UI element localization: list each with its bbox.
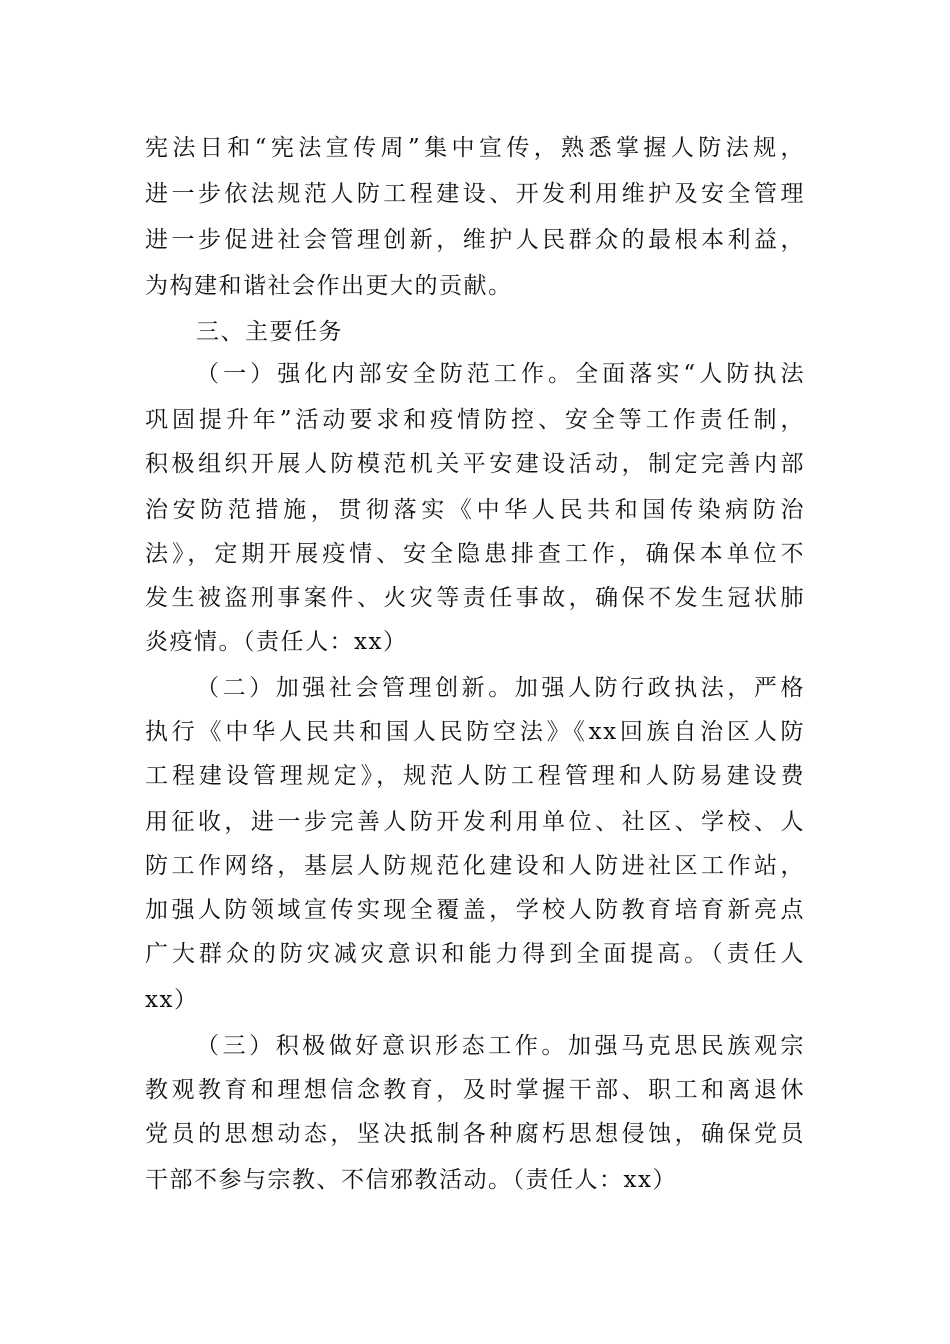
task-3-line-3: 党员的思想动态，坚决抵制各种腐朽思想侵蚀，确保党员 [145,1121,805,1147]
task-2-line-8: xx） [145,987,199,1013]
task-3-line-4: 干部不参与宗教、不信邪教活动。（责任人：xx） [145,1167,677,1193]
task-3-line-2: 教观教育和理想信念教育，及时掌握干部、职工和离退休 [145,1077,805,1103]
section-heading: 三、主要任务 [196,319,343,345]
task-2-line-6: 加强人防领域宣传实现全覆盖，学校人防教育培育新亮点 [145,897,805,923]
intro-line-1: 宪法日和“宪法宣传周”集中宣传，熟悉掌握人防法规， [145,135,805,161]
task-2-line-5: 防工作网络，基层人防规范化建设和人防进社区工作站， [145,853,805,879]
task-2-line-1: （二）加强社会管理创新。加强人防行政执法，严格 [196,675,805,701]
task-1-line-4: 治安防范措施，贯彻落实《中华人民共和国传染病防治 [145,497,805,523]
task-2-line-4: 用征收，进一步完善人防开发利用单位、社区、学校、人 [145,809,805,835]
task-1-line-5: 法》，定期开展疫情、安全隐患排查工作，确保本单位不 [145,541,805,567]
task-2-line-7: 广大群众的防灾减灾意识和能力得到全面提高。（责任人 [145,941,805,967]
intro-line-3: 进一步促进社会管理创新，维护人民群众的最根本利益， [145,227,805,253]
task-1-line-6: 发生被盗刑事案件、火灾等责任事故，确保不发生冠状肺 [145,585,805,611]
task-2-line-3: 工程建设管理规定》，规范人防工程管理和人防易建设费 [145,763,805,789]
intro-line-4: 为构建和谐社会作出更大的贡献。 [145,273,513,299]
task-1-line-1: （一）强化内部安全防范工作。全面落实“人防执法 [196,361,805,387]
task-2-line-2: 执行《中华人民共和国人民防空法》《xx回族自治区人防 [145,719,805,745]
task-1-line-3: 积极组织开展人防模范机关平安建设活动，制定完善内部 [145,451,805,477]
intro-line-2: 进一步依法规范人防工程建设、开发利用维护及安全管理 [145,181,805,207]
task-1-line-7: 炎疫情。（责任人：xx） [145,629,408,655]
task-1-line-2: 巩固提升年”活动要求和疫情防控、安全等工作责任制， [145,407,805,433]
task-3-line-1: （三）积极做好意识形态工作。加强马克思民族观宗 [196,1033,805,1059]
